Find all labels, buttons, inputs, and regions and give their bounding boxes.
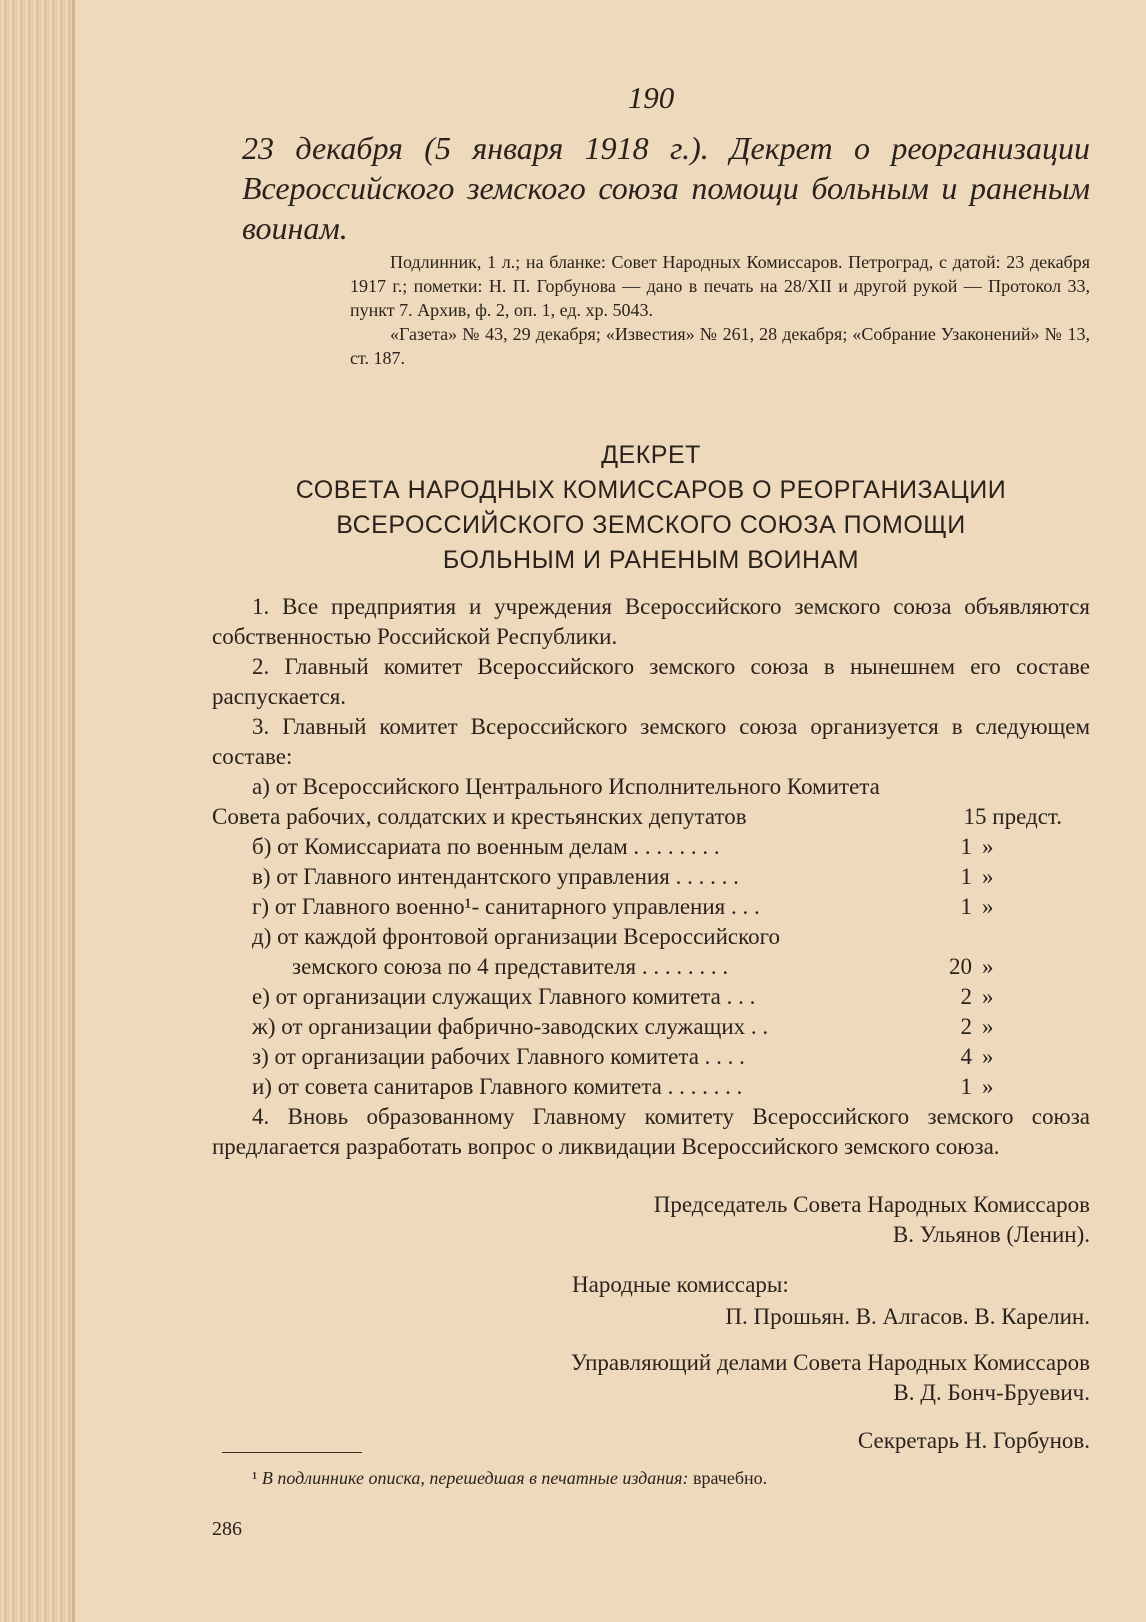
footnote <box>252 1468 767 1489</box>
source-note-archive: Подлинник, 1 л.; на бланке: Совет Народных Комиссаров. Петроград, с датой: 23 декабря 1917 г.; пометки: Н. П. Горбунова — дано в печать на 28/XII и другой рукой — Протокол 33, пункт 7. Архив, ф. 2, оп. 1, ед. хр. 5043. <box>350 252 1090 320</box>
footnote-divider <box>222 1452 362 1453</box>
item-a-line-2: Совета рабочих, солдатских и крестьянских депутатов <box>212 804 747 829</box>
item-count: 4 <box>960 1044 972 1069</box>
item-text: ж) от организации фабрично-заводских служащих . . <box>252 1014 769 1039</box>
footnote-mark: ¹ <box>252 1468 258 1488</box>
list-item <box>212 952 1090 982</box>
secretary-signature: Секретарь Н. Горбунов. <box>857 1428 1090 1453</box>
item-unit: » <box>982 954 994 979</box>
heading-line-3: ВСЕРОССИЙСКОГО ЗЕМСКОГО СОЮЗА ПОМОЩИ <box>336 511 966 539</box>
heading-line-4: БОЛЬНЫМ И РАНЕНЫМ ВОИНАМ <box>442 546 860 574</box>
item-a-count: 15 предст. <box>963 804 1062 829</box>
list-item <box>212 862 1090 892</box>
list-item <box>212 1012 1090 1042</box>
page-gutter <box>72 0 75 1622</box>
decree-body <box>212 592 1090 1162</box>
chairman-title: Председатель Совета Народных Комиссаров <box>653 1192 1090 1217</box>
list-item <box>212 832 1090 862</box>
list-item <box>212 892 1090 922</box>
item-count: 1 <box>960 894 972 919</box>
source-note-publications: «Газета» № 43, 29 декабря; «Известия» № 261, 28 декабря; «Собрание Узаконений» № 13, ст. 187. <box>350 324 1090 368</box>
item-unit: » <box>982 864 994 889</box>
item-unit: » <box>982 1074 994 1099</box>
paragraph-4: 4. Вновь образованному Главному комитету Всероссийского земского союза предлагается разработать вопрос о ликвидации Всероссийского земского союза. <box>212 1104 1090 1159</box>
item-text: з) от организации рабочих Главного комитета . . . . <box>252 1044 745 1069</box>
commissars-label: Народные комиссары: <box>572 1272 789 1297</box>
footnote-word: врачебно. <box>693 1468 768 1488</box>
item-unit: » <box>982 894 994 919</box>
item-text: в) от Главного интендантского управления . . . . . . <box>252 864 739 889</box>
paragraph-3: 3. Главный комитет Всероссийского земского союза организуется в следующем составе: <box>212 714 1090 769</box>
item-unit: » <box>982 984 994 1009</box>
paragraph-1: 1. Все предприятия и учреждения Всероссийского земского союза объявляются собственностью Российской Республики. <box>212 594 1090 649</box>
decree-heading <box>212 438 1090 578</box>
source-note <box>350 250 1090 370</box>
heading-line-2: СОВЕТА НАРОДНЫХ КОМИССАРОВ О РЕОРГАНИЗАЦИИ <box>295 476 1007 504</box>
document-number: 190 <box>627 80 675 115</box>
item-text: и) от совета санитаров Главного комитета . . . . . . . <box>252 1074 743 1099</box>
item-text: г) от Главного военно¹- санитарного управления . . . <box>252 894 760 919</box>
item-count: 1 <box>960 1074 972 1099</box>
composition-list <box>212 772 1090 1102</box>
chairman-name: В. Ульянов (Ленин). <box>892 1222 1090 1247</box>
page-number: 286 <box>212 1518 242 1540</box>
list-item <box>212 772 1090 802</box>
list-item <box>212 802 1090 832</box>
footnote-text: В подлиннике описка, перешедшая в печатные издания: <box>261 1468 689 1488</box>
manager-name: В. Д. Бонч-Бруевич. <box>893 1380 1090 1405</box>
item-count: 1 <box>960 834 972 859</box>
item-text: земского союза по 4 представителя . . . . . . . . <box>292 954 729 979</box>
document-title: 23 декабря (5 января 1918 г.). Декрет о реорганизации Всероссийского земского союза помощи больным и раненым воинам. <box>242 130 1090 246</box>
item-text: д) от каждой фронтовой организации Всероссийского <box>252 924 780 949</box>
item-count: 2 <box>960 1014 972 1039</box>
item-unit: » <box>982 1044 994 1069</box>
list-item <box>212 922 1090 952</box>
item-count: 20 <box>949 954 972 979</box>
item-count: 2 <box>960 984 972 1009</box>
manager-title: Управляющий делами Совета Народных Комиссаров <box>570 1350 1090 1375</box>
paragraph-2: 2. Главный комитет Всероссийского земского союза в нынешнем его составе распускается. <box>212 654 1090 709</box>
page-edge <box>0 0 72 1622</box>
item-unit: » <box>982 834 994 859</box>
item-text: б) от Комиссариата по военным делам . . . . . . . . <box>252 834 720 859</box>
item-text: е) от организации служащих Главного комитета . . . <box>252 984 756 1009</box>
item-a-line-1: а) от Всероссийского Центрального Исполнительного Комитета <box>252 774 880 799</box>
item-count: 1 <box>960 864 972 889</box>
list-item <box>212 982 1090 1012</box>
list-item <box>212 1072 1090 1102</box>
item-unit: » <box>982 1014 994 1039</box>
heading-line-1: ДЕКРЕТ <box>601 441 701 469</box>
list-item <box>212 1042 1090 1072</box>
commissars-names: П. Прошьян. В. Алгасов. В. Карелин. <box>725 1304 1090 1329</box>
